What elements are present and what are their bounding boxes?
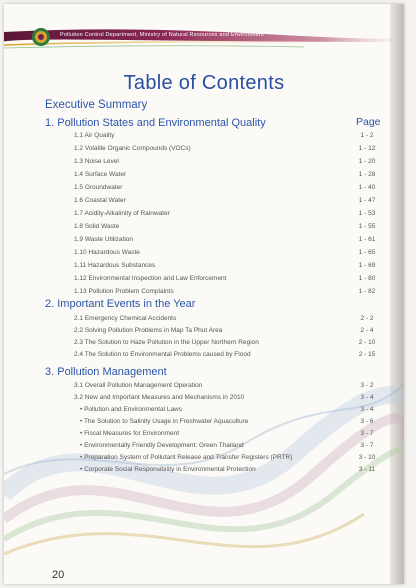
toc-entry[interactable]: • Corporate Social Responsibility in Environmental Protection 3 - 11 [80, 466, 376, 473]
toc-entry[interactable]: 1.9 Waste Utilization 1 - 61 [74, 236, 376, 243]
document-page [4, 4, 404, 584]
toc-entry[interactable]: 3.2 New and Important Measures and Mechanisms in 2010 3 - 4 [74, 394, 374, 401]
toc-entry[interactable]: 1.7 Acidity-Alkalinity of Rainwater 1 - 53 [74, 210, 376, 217]
toc-entry[interactable]: • Environmentally Friendly Development: Green Thailand 3 - 7 [80, 442, 374, 449]
toc-entry[interactable]: 1.1 Air Quality 1 - 2 [74, 132, 374, 139]
header-banner [4, 18, 404, 58]
toc-entry[interactable]: 2.1 Emergency Chemical Accidents 2 - 2 [74, 315, 374, 322]
toc-entry[interactable]: 1.8 Solid Waste 1 - 55 [74, 223, 376, 230]
header-text: Pollution Control Department, Ministry of Natural Resources and Environment [60, 32, 264, 38]
toc-entry[interactable]: 2.4 The Solution to Environmental Problems caused by Flood 2 - 15 [74, 351, 376, 358]
section-heading-1[interactable]: 1. Pollution States and Environmental Quality [45, 117, 266, 129]
section-heading-3[interactable]: 3. Pollution Management [45, 366, 167, 378]
header-swoosh [4, 18, 404, 58]
toc-entry[interactable]: 1.2 Volatile Organic Compounds (VOCs) 1 - 12 [74, 145, 376, 152]
page-title: Table of Contents [123, 72, 285, 94]
toc-executive-summary[interactable]: Executive Summary [45, 99, 148, 111]
toc-entry[interactable]: 2.3 The Solution to Haze Pollution in the Upper Northern Region 2 - 10 [74, 339, 376, 346]
toc-entry[interactable]: 1.11 Hazardous Substances 1 - 69 [74, 262, 376, 269]
toc-entry[interactable]: 1.4 Surface Water 1 - 28 [74, 171, 376, 178]
toc-entry[interactable]: • Preparation System of Pollutant Release and Transfer Registers (PRTR) 3 - 10 [80, 454, 376, 461]
toc-entry[interactable]: 1.6 Coastal Water 1 - 47 [74, 197, 376, 204]
toc-entry[interactable]: 1.13 Pollution Problem Complaints 1 - 82 [74, 288, 376, 295]
toc-entry[interactable]: 2.2 Solving Pollution Problems in Map Ta Phut Area 2 - 4 [74, 327, 374, 334]
toc-entry[interactable]: 3.1 Overall Pollution Management Operation 3 - 2 [74, 382, 374, 389]
toc-entry[interactable]: 1.3 Noise Level 1 - 20 [74, 158, 376, 165]
page-number: 20 [52, 569, 65, 581]
section-heading-2[interactable]: 2. Important Events in the Year [45, 298, 196, 310]
toc-entry[interactable]: • Pollution and Environmental Laws 3 - 4 [80, 406, 374, 413]
toc-entry[interactable]: • The Solution to Salinity Usage in Freshwater Aquaculture 3 - 6 [80, 418, 374, 425]
page-column-label: Page [356, 116, 381, 128]
department-logo [30, 26, 52, 48]
toc-entry[interactable]: 1.10 Hazardous Waste 1 - 65 [74, 249, 376, 256]
toc-entry[interactable]: 1.5 Groundwater 1 - 40 [74, 184, 376, 191]
toc-entry[interactable]: • Fiscal Measures for Environment 3 - 7 [80, 430, 374, 437]
toc-entry[interactable]: 1.12 Environmental Inspection and Law Enforcement 1 - 80 [74, 275, 376, 282]
